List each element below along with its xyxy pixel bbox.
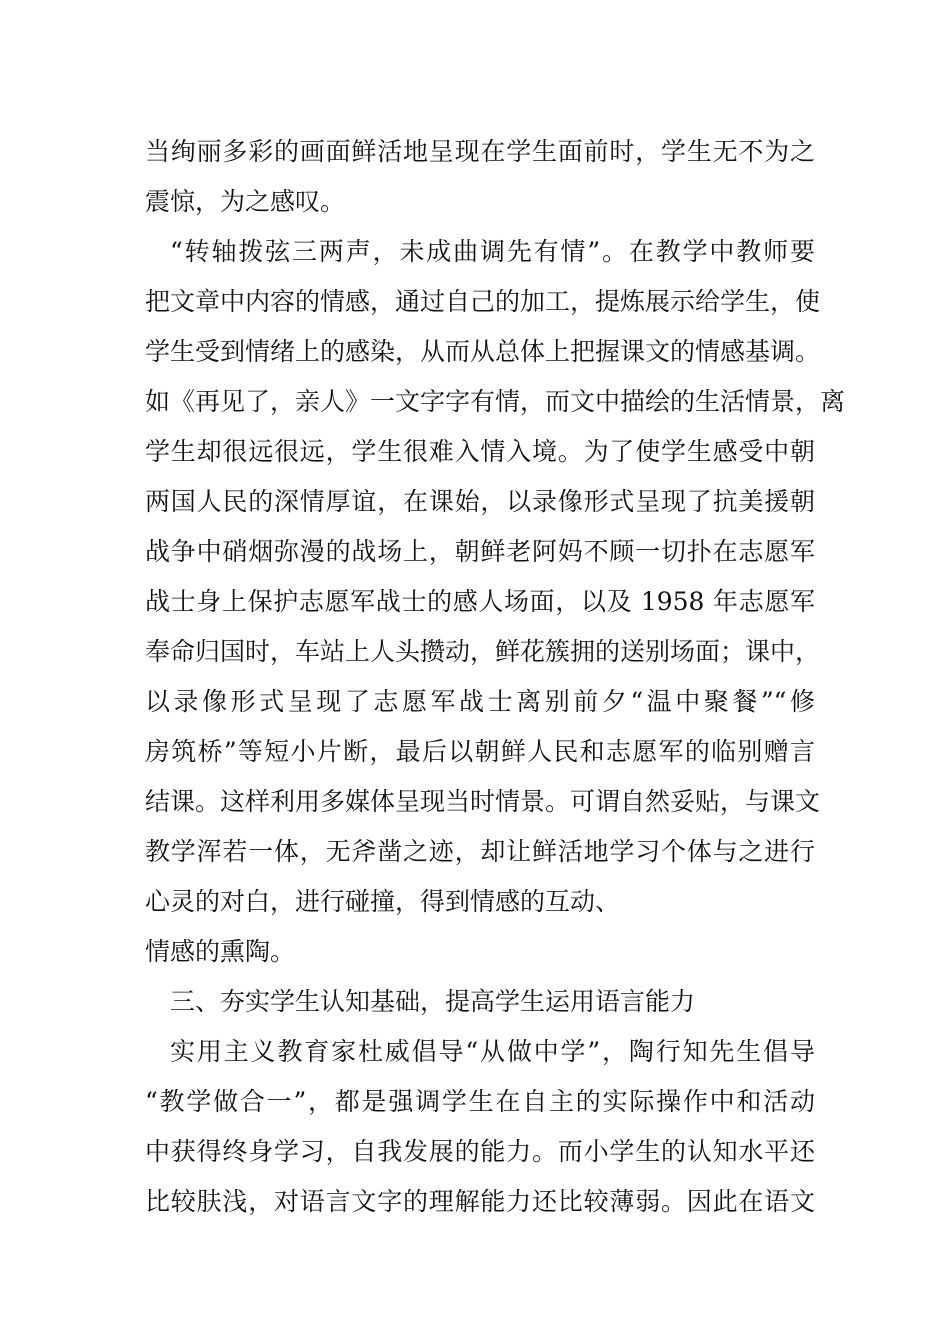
text-line: 当绚丽多彩的画面鲜活地呈现在学生面前时，学生无不为之 <box>145 137 815 166</box>
text-line: 教学浑若一体，无斧凿之迹，却让鲜活地学习个体与之进行 <box>145 837 815 866</box>
text-line: 心灵的对白，进行碰撞，得到情感的互动、 <box>145 887 621 916</box>
section-heading: 三、夯实学生认知基础，提高学生运用语言能力 <box>170 987 696 1016</box>
text-line: 学生却很远很远，学生很难入情入境。为了使学生感受中朝 <box>145 437 815 466</box>
body-text <box>145 127 846 1227</box>
text-line: 战士身上保护志愿军战士的感人场面，以及 1958 年志愿军 <box>145 587 815 616</box>
text-line: 震惊，为之感叹。 <box>145 187 346 216</box>
text-line: 如《再见了，亲人》一文字字有情，而文中描绘的生活情景，离 <box>145 387 846 416</box>
text-line: 学生受到情绪上的感染，从而从总体上把握课文的情感基调。 <box>145 337 821 366</box>
text-line: 结课。这样利用多媒体呈现当时情景。可谓自然妥贴，与课文 <box>145 787 821 816</box>
paragraph-first-line: 实用主义教育家杜威倡导“从做中学”，陶行知先生倡导 <box>170 1037 815 1066</box>
text-line: 以录像形式呈现了志愿军战士离别前夕“温中聚餐”“修 <box>145 687 815 716</box>
text-line: 房筑桥”等短小片断，最后以朝鲜人民和志愿军的临别赠言 <box>145 737 815 766</box>
text-line: 两国人民的深情厚谊，在课始，以录像形式呈现了抗美援朝 <box>145 487 815 516</box>
text-line: 奉命归国时，车站上人头攒动，鲜花簇拥的送别场面；课中， <box>145 637 821 666</box>
text-line: 把文章中内容的情感，通过自己的加工，提炼展示给学生，使 <box>145 287 821 316</box>
text-line: 情感的熏陶。 <box>145 937 296 966</box>
paragraph-first-line: “转轴拨弦三两声，未成曲调先有情”。在教学中教师要 <box>170 237 815 266</box>
text-line: 比较肤浅，对语言文字的理解能力还比较薄弱。因此在语文 <box>145 1187 815 1216</box>
text-line: 中获得终身学习，自我发展的能力。而小学生的认知水平还 <box>145 1137 815 1166</box>
text-line: 战争中硝烟弥漫的战场上，朝鲜老阿妈不顾一切扑在志愿军 <box>145 537 815 566</box>
text-line: “教学做合一”，都是强调学生在自主的实际操作中和活动 <box>145 1087 815 1116</box>
